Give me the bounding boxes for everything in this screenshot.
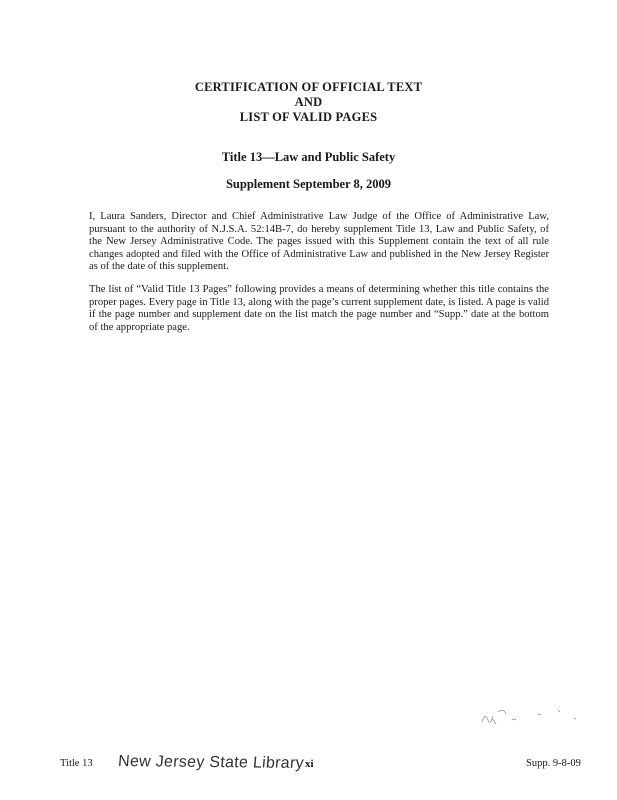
valid-pages-paragraph: The list of “Valid Title 13 Pages” following provides a means of determining whether this title contains the proper pages. Every page in Title 13, along with the page’s current supplement date, is listed. A page is valid if the page number and supplement date on the list match the page number and “Supp.” date at the bottom of the appropriate page. <box>89 284 549 333</box>
page-footer <box>0 752 617 776</box>
certification-paragraph: I, Laura Sanders, Director and Chief Administrative Law Judge of the Office of Administrative Law, pursuant to the authority of N.J.S.A. 52:14B-7, do hereby supplement Title 13, Law and Public Safety, of the New Jersey Administrative Code. The pages issued with this Supplement contain the text of all rule changes adopted and filed with the Office of Administrative Law and published in the New Jersey Register as of the date of this supplement. <box>89 211 549 273</box>
library-stamp: New Jersey State Library <box>117 753 305 772</box>
footer-title: Title 13 <box>60 758 93 769</box>
title-line: Title 13—Law and Public Safety <box>221 150 396 164</box>
footer-supplement-date: Supp. 9-8-09 <box>526 758 581 769</box>
certification-heading <box>0 80 617 125</box>
heading-line-2: AND <box>294 95 323 109</box>
faint-scribble-mark <box>478 700 588 730</box>
heading-line-1: CERTIFICATION OF OFFICIAL TEXT <box>194 80 423 94</box>
heading-line-3: LIST OF VALID PAGES <box>239 110 378 124</box>
page-number: xi <box>305 758 314 770</box>
supplement-line: Supplement September 8, 2009 <box>225 177 392 191</box>
